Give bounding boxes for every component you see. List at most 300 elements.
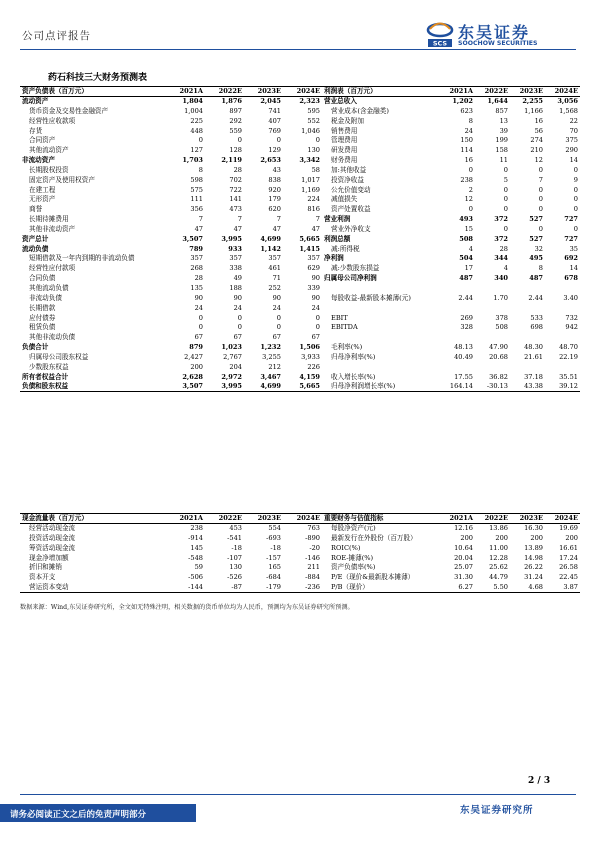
value-cell: 25.62	[489, 563, 508, 572]
table-row	[322, 96, 580, 106]
brand-logo	[426, 18, 576, 52]
value-cell: 2,119	[221, 156, 242, 165]
value-cell: 732	[565, 313, 578, 322]
logo-text: 东吴证券	[458, 23, 531, 42]
value-cell: 48.30	[524, 343, 543, 352]
value-cell: 4	[503, 264, 508, 273]
value-cell: 22	[569, 116, 578, 125]
value-cell: -144	[166, 582, 205, 592]
value-cell: 67	[311, 333, 320, 342]
value-cell: 4,159	[299, 372, 320, 381]
value-cell: 487	[459, 274, 473, 283]
table-row	[322, 185, 580, 195]
value-cell: 328	[460, 323, 473, 332]
table-row	[322, 274, 580, 284]
row-label: 其他流动负债	[29, 284, 69, 292]
year-header-cell: 2021A	[440, 87, 475, 97]
value-cell: 238	[460, 175, 473, 184]
value-cell	[475, 303, 510, 313]
row-label: 其他流动资产	[29, 146, 69, 155]
table-row	[20, 195, 322, 205]
value-cell: 44.79	[489, 573, 508, 582]
value-cell: 179	[268, 195, 281, 204]
table-row	[322, 136, 580, 146]
value-cell: 8	[468, 116, 473, 125]
value-cell: 372	[494, 215, 508, 224]
table-row	[20, 303, 322, 313]
value-cell	[510, 283, 545, 293]
value-cell: 1,004	[184, 106, 203, 115]
row-label: 其他非流动负债	[29, 333, 76, 342]
value-cell: 857	[495, 106, 508, 115]
row-label: 归母净利润增长率(%)	[322, 382, 440, 392]
value-cell: -693	[266, 533, 281, 542]
value-cell: 39	[499, 126, 508, 135]
value-cell: 3,467	[260, 372, 281, 381]
table-row	[20, 264, 322, 274]
table-row	[322, 533, 580, 543]
value-cell: 26.58	[559, 563, 578, 572]
value-cell: 0	[198, 323, 203, 332]
table-row	[322, 106, 580, 116]
table-row	[20, 254, 322, 264]
value-cell: 722	[229, 185, 242, 194]
value-cell: 933	[228, 244, 242, 253]
year-header-cell: 2022E	[475, 514, 510, 524]
value-cell: -506	[188, 573, 203, 582]
year-header-cell: 2022E	[475, 87, 510, 97]
page-title: 药石科技三大财务预测表	[48, 73, 148, 83]
value-cell: 620	[268, 205, 281, 214]
value-cell: 128	[229, 146, 242, 155]
table-row	[20, 382, 322, 392]
value-cell: 200	[495, 533, 508, 542]
value-cell: 838	[268, 175, 281, 184]
table-row	[20, 333, 322, 343]
table-row	[322, 342, 580, 352]
value-cell: 32	[534, 244, 543, 253]
table-row	[322, 254, 580, 264]
value-cell: 1,876	[221, 97, 242, 106]
table-row	[20, 523, 322, 533]
value-cell: 43.38	[510, 382, 545, 392]
table-row	[20, 165, 322, 175]
value-cell: 24	[194, 303, 203, 312]
value-cell	[510, 362, 545, 372]
row-label: 营业总收入	[324, 97, 357, 106]
value-cell: 252	[268, 284, 281, 292]
value-cell: 7	[276, 215, 281, 224]
value-cell: 17	[464, 264, 473, 273]
table-row	[20, 126, 322, 136]
value-cell: 4,699	[260, 234, 281, 243]
value-cell: 0	[573, 195, 578, 204]
value-cell: 2,653	[260, 156, 281, 165]
row-label: 商誉	[29, 205, 43, 214]
row-label: 投资活动现金流	[29, 533, 76, 542]
value-cell: 1,506	[299, 343, 320, 352]
table-title-cell: 资产负债表（百万元）	[20, 87, 166, 97]
value-cell: 0	[503, 195, 508, 204]
value-cell: 372	[494, 234, 508, 243]
value-cell: 1,415	[299, 244, 320, 253]
row-label: 其他非流动资产	[29, 224, 76, 233]
row-label: 少数股东权益	[29, 362, 69, 371]
value-cell: 225	[190, 116, 203, 125]
value-cell: 11	[499, 156, 508, 165]
table-row	[322, 303, 580, 313]
table-row	[322, 553, 580, 563]
value-cell: 150	[460, 136, 473, 145]
value-cell: 35.51	[559, 372, 578, 381]
value-cell	[440, 283, 475, 293]
value-cell: 8	[538, 264, 543, 273]
value-cell: 487	[529, 274, 543, 283]
table-header-row	[20, 514, 322, 524]
value-cell: 49	[233, 274, 242, 283]
value-cell: 375	[565, 136, 578, 145]
value-cell: 24	[464, 126, 473, 135]
value-cell: 1,804	[182, 97, 203, 106]
value-cell: -884	[305, 573, 320, 582]
value-cell: 3,255	[262, 352, 281, 361]
value-cell: -87	[205, 582, 244, 592]
table-row	[322, 165, 580, 175]
value-cell: 0	[237, 313, 242, 322]
table-row	[20, 274, 322, 284]
value-cell: 1.70	[493, 293, 508, 302]
value-cell: 598	[190, 175, 203, 184]
value-cell: 0	[276, 313, 281, 322]
table-row	[322, 146, 580, 156]
row-label: 营业成本(含金融类)	[331, 106, 389, 115]
value-cell: 47	[194, 224, 203, 233]
year-header-cell: 2024E	[283, 514, 322, 524]
value-cell: 629	[307, 264, 320, 273]
value-cell: 22.19	[559, 352, 578, 361]
value-cell: 28	[499, 244, 508, 253]
value-cell: 0	[538, 205, 543, 214]
value-cell: 7	[237, 215, 242, 224]
institute-name: 东吴证券研究所	[460, 805, 534, 816]
row-label: 销售费用	[331, 126, 358, 135]
value-cell: -179	[244, 582, 283, 592]
valuation-table	[322, 513, 580, 593]
value-cell: 200	[530, 533, 543, 542]
value-cell: 453	[229, 524, 242, 533]
row-label: 营业外净收支	[331, 224, 371, 233]
value-cell: 16.30	[524, 524, 543, 533]
value-cell: 3,933	[301, 352, 320, 361]
value-cell: 407	[268, 116, 281, 125]
row-label: 经营性应收款项	[29, 116, 76, 125]
table-header-row	[20, 87, 322, 97]
value-cell: -548	[188, 553, 203, 562]
value-cell: 7	[315, 215, 320, 224]
value-cell: 473	[229, 205, 242, 214]
year-header-cell: 2023E	[510, 87, 545, 97]
table-header-row	[322, 514, 580, 524]
value-cell: 59	[194, 563, 203, 572]
table-row	[20, 136, 322, 146]
row-label	[322, 362, 440, 372]
year-header-cell: 2022E	[205, 87, 244, 97]
value-cell: 0	[468, 205, 473, 214]
value-cell: 9	[573, 175, 578, 184]
value-cell: 2,045	[260, 97, 281, 106]
cash-flow-table	[20, 513, 322, 593]
table-row	[20, 106, 322, 116]
row-label: 最新发行在外股份（百万股）	[331, 533, 417, 542]
value-cell: 942	[565, 323, 578, 332]
row-label: 长期股权投资	[29, 165, 69, 174]
row-label: 归母净利率(%)	[331, 352, 376, 361]
value-cell: 141	[229, 195, 242, 204]
value-cell: 2,767	[223, 352, 242, 361]
value-cell: 268	[190, 264, 203, 273]
value-cell: 5	[503, 175, 508, 184]
row-label: 归属母公司股东权益	[29, 352, 89, 361]
logo-subtext: SOOCHOW SECURITIES	[458, 40, 538, 47]
value-cell: 130	[307, 146, 320, 155]
value-cell: 25.07	[454, 563, 473, 572]
value-cell: 20.04	[454, 553, 473, 562]
value-cell: 1,017	[301, 175, 320, 184]
value-cell: 24	[233, 303, 242, 312]
value-cell: 12	[534, 156, 543, 165]
value-cell: 5.50	[475, 582, 510, 592]
table-row	[20, 323, 322, 333]
table-row	[20, 155, 322, 165]
value-cell: 3,507	[166, 382, 205, 392]
value-cell: 188	[229, 284, 242, 292]
value-cell	[545, 283, 580, 293]
row-label: 减:少数股东损益	[331, 264, 380, 273]
row-label: 资产负债率(%)	[331, 563, 376, 572]
value-cell: 67	[272, 333, 281, 342]
table-row	[322, 382, 580, 392]
row-label: 流动资产	[22, 97, 49, 106]
value-cell: 0	[237, 136, 242, 145]
table-row	[322, 116, 580, 126]
value-cell: 678	[564, 274, 578, 283]
row-label: 资本开支	[29, 573, 56, 582]
row-label: 每股净资产(元)	[331, 524, 376, 533]
row-label: EBITDA	[331, 323, 358, 332]
value-cell: 6.27	[440, 582, 475, 592]
value-cell: 15	[464, 224, 473, 233]
row-label: 应付债券	[29, 313, 56, 322]
row-label: 营业利润	[324, 215, 351, 224]
value-cell: 238	[190, 524, 203, 533]
value-cell: 340	[494, 274, 508, 283]
page-number: 2 / 3	[528, 776, 551, 786]
value-cell: 90	[311, 274, 320, 283]
value-cell: 17.55	[454, 372, 473, 381]
table-row	[20, 563, 322, 573]
value-cell: 13	[499, 116, 508, 125]
disclaimer-text: 请务必阅读正文之后的免责声明部分	[10, 810, 147, 820]
value-cell: 11.00	[489, 543, 508, 552]
value-cell: 3,507	[182, 234, 203, 243]
value-cell: 3,995	[205, 382, 244, 392]
year-header-cell: 2022E	[205, 514, 244, 524]
table-row	[322, 573, 580, 583]
value-cell: 14	[569, 156, 578, 165]
value-cell: 7	[538, 175, 543, 184]
value-cell: 3,995	[221, 234, 242, 243]
value-cell: 5,665	[299, 234, 320, 243]
value-cell: 493	[459, 215, 473, 224]
value-cell	[475, 362, 510, 372]
value-cell: 16	[464, 156, 473, 165]
value-cell: 0	[237, 323, 242, 332]
value-cell: 698	[530, 323, 543, 332]
value-cell: 135	[190, 284, 203, 292]
value-cell: 741	[268, 106, 281, 115]
table-row	[322, 214, 580, 224]
value-cell: 0	[315, 136, 320, 145]
value-cell: 879	[189, 343, 203, 352]
row-label: 短期借款及一年内到期的非流动负债	[29, 254, 135, 263]
value-cell: 2,427	[184, 352, 203, 361]
value-cell: 164.14	[440, 382, 475, 392]
value-cell: 0	[503, 224, 508, 233]
value-cell: 0	[538, 165, 543, 174]
value-cell: 504	[459, 254, 473, 263]
value-cell	[545, 362, 580, 372]
value-cell: 48.13	[454, 343, 473, 352]
table-row	[20, 313, 322, 323]
value-cell: 210	[530, 146, 543, 155]
value-cell: -890	[305, 533, 320, 542]
row-label: 固定资产及使用权资产	[29, 175, 95, 184]
header-rule	[20, 49, 576, 50]
value-cell: 356	[190, 205, 203, 214]
value-cell: 28	[233, 165, 242, 174]
value-cell: 4,699	[244, 382, 283, 392]
value-cell: 0	[276, 323, 281, 332]
value-cell: 35	[569, 244, 578, 253]
value-cell: 2,323	[299, 97, 320, 106]
row-label	[322, 283, 440, 293]
row-label: EBIT	[331, 313, 348, 322]
value-cell: 0	[573, 185, 578, 194]
table-row	[20, 573, 322, 583]
value-cell: 1,644	[487, 97, 508, 106]
row-label: 公允价值变动	[331, 185, 371, 194]
value-cell: 0	[468, 165, 473, 174]
row-label: 非流动资产	[22, 156, 55, 165]
value-cell: 16	[534, 116, 543, 125]
value-cell: 1,142	[260, 244, 281, 253]
table-row	[322, 126, 580, 136]
table-row	[322, 523, 580, 533]
row-label: 流动负债	[22, 244, 49, 253]
row-label: P/E（现价&最新股本摊薄）	[331, 573, 415, 582]
value-cell: -526	[227, 573, 242, 582]
value-cell	[440, 362, 475, 372]
value-cell: 47.90	[489, 343, 508, 352]
year-header-cell: 2021A	[440, 514, 475, 524]
report-type: 公司点评报告	[22, 30, 91, 42]
table-row	[20, 553, 322, 563]
value-cell: 24	[311, 303, 320, 312]
row-label: 长期待摊费用	[29, 215, 69, 224]
value-cell	[440, 333, 475, 343]
value-cell: 274	[530, 136, 543, 145]
table-row	[20, 146, 322, 156]
value-cell: 39.12	[545, 382, 580, 392]
row-label: 折旧和摊销	[29, 563, 62, 572]
row-label: 净利润	[324, 254, 344, 263]
value-cell: 595	[307, 106, 320, 115]
table-row	[20, 116, 322, 126]
row-label	[322, 333, 440, 343]
value-cell: 727	[564, 234, 578, 243]
row-label: 减值损失	[331, 195, 358, 204]
value-cell: 158	[495, 146, 508, 155]
value-cell: 508	[495, 323, 508, 332]
value-cell: 533	[530, 313, 543, 322]
row-label: 研发费用	[331, 146, 358, 155]
value-cell: 71	[272, 274, 281, 283]
table-row	[20, 234, 322, 244]
value-cell: 58	[311, 165, 320, 174]
table-row	[322, 205, 580, 215]
value-cell: 0	[573, 224, 578, 233]
value-cell: 22.45	[559, 573, 578, 582]
row-label: 收入增长率(%)	[331, 372, 376, 381]
table-title-cell: 重要财务与估值指标	[322, 514, 440, 524]
value-cell: 1,232	[260, 343, 281, 352]
value-cell: 12.28	[489, 553, 508, 562]
value-cell: 2,628	[182, 372, 203, 381]
value-cell	[545, 333, 580, 343]
value-cell: 0	[573, 165, 578, 174]
table-row	[20, 582, 322, 592]
row-label: 无形资产	[29, 195, 56, 204]
row-label: 负债合计	[22, 343, 49, 352]
value-cell: 3,342	[299, 156, 320, 165]
value-cell: 67	[194, 333, 203, 342]
value-cell: 0	[315, 313, 320, 322]
value-cell: 47	[233, 224, 242, 233]
value-cell: 292	[229, 116, 242, 125]
row-label: 所有者权益合计	[22, 372, 69, 381]
year-header-cell: 2023E	[244, 514, 283, 524]
value-cell: 145	[190, 543, 203, 552]
table-row	[20, 293, 322, 303]
value-cell: -236	[283, 582, 322, 592]
row-label: 负债和股东权益	[20, 382, 166, 392]
value-cell	[510, 303, 545, 313]
table-row	[20, 205, 322, 215]
value-cell: 1,202	[452, 97, 473, 106]
row-label: 毛利率(%)	[331, 343, 363, 352]
value-cell: 165	[268, 563, 281, 572]
value-cell: 67	[233, 333, 242, 342]
row-label: 租赁负债	[29, 323, 56, 332]
table-row	[322, 563, 580, 573]
value-cell: 1,046	[301, 126, 320, 135]
value-cell: 0	[538, 195, 543, 204]
value-cell: 789	[189, 244, 203, 253]
row-label: 加:其他收益	[331, 165, 367, 174]
value-cell: 0	[198, 313, 203, 322]
value-cell: 26.22	[524, 563, 543, 572]
value-cell: 47	[272, 224, 281, 233]
